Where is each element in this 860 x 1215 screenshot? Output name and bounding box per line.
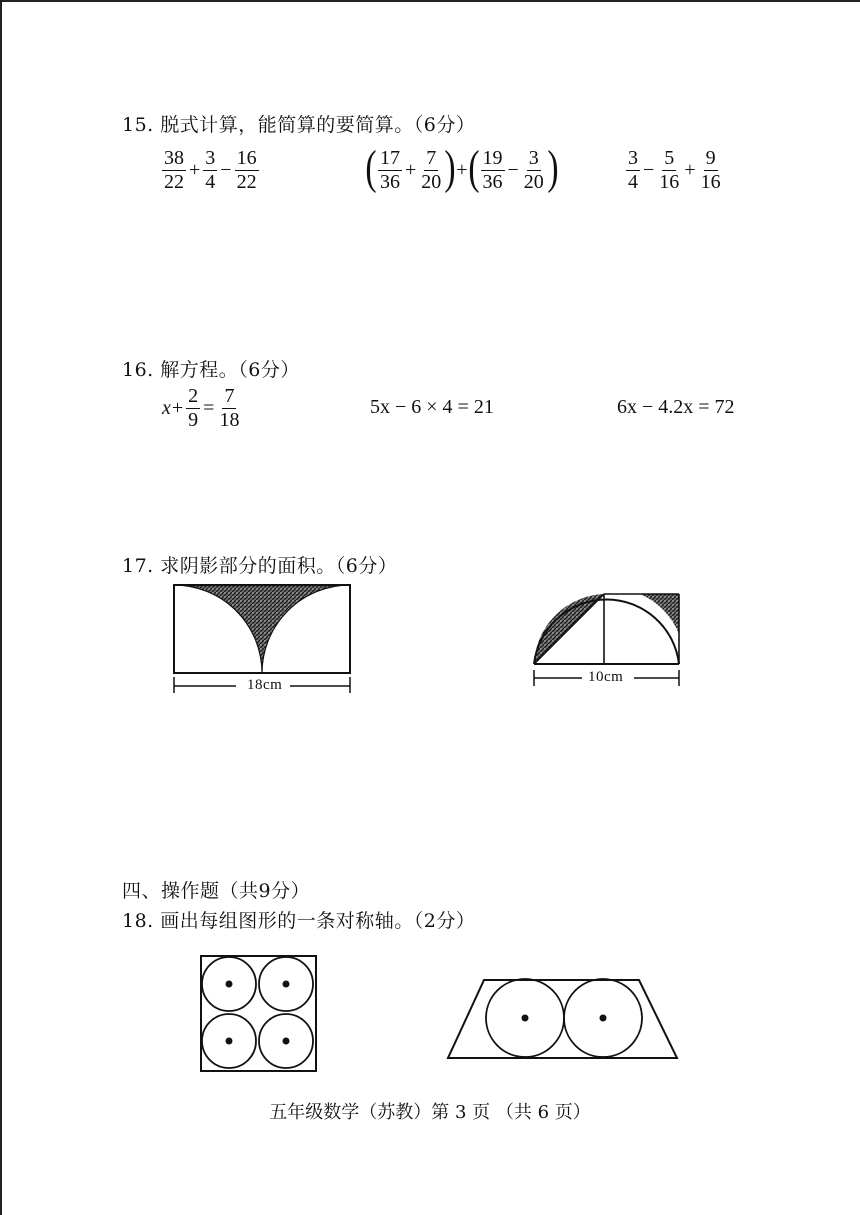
numerator: 2: [188, 385, 199, 407]
dimension-label-18cm: 18cm: [247, 677, 283, 693]
q16-equation-3: 6x − 4.2x = 72: [617, 396, 735, 418]
numerator: 7: [224, 385, 235, 407]
numerator: 17: [379, 146, 400, 169]
denominator: 22: [164, 171, 184, 193]
left-paren: (: [365, 141, 377, 194]
page-footer: 五年级数学（苏教）第 3 页 （共 6 页）: [269, 1102, 591, 1123]
denominator: 4: [205, 171, 216, 193]
numerator: 19: [482, 146, 503, 169]
left-paren: (: [467, 141, 480, 194]
equals: =: [203, 397, 215, 419]
denominator: 4: [628, 171, 638, 193]
denominator: 18: [219, 409, 240, 431]
operator: −: [507, 158, 519, 181]
four-circles-square-figure: [201, 956, 316, 1071]
q16-equation-2: 5x − 6 × 4 = 21: [370, 396, 494, 418]
operator: +: [189, 159, 201, 181]
section-4-title: 四、操作题（共9分）: [122, 880, 311, 902]
operator: +: [684, 159, 696, 181]
question-17-title: 17. 求阴影部分的面积。（6分）: [122, 555, 398, 577]
denominator: 9: [188, 409, 199, 431]
question-15-title: 15. 脱式计算，能简算的要简算。（6分）: [122, 114, 476, 136]
denominator: 22: [236, 171, 257, 193]
numerator: 7: [426, 146, 437, 169]
right-paren: ): [444, 141, 456, 194]
dimension-label-10cm: 10cm: [588, 669, 624, 685]
numerator: 3: [628, 147, 638, 169]
question-18-title: 18. 画出每组图形的一条对称轴。（2分）: [122, 910, 476, 932]
numerator: 16: [236, 147, 257, 169]
operator: −: [643, 159, 655, 181]
operator: −: [220, 159, 232, 181]
denominator: 20: [421, 170, 442, 193]
denominator: 16: [659, 171, 680, 193]
right-paren: ): [547, 141, 559, 194]
denominator: 36: [482, 170, 503, 193]
numerator: 3: [205, 147, 216, 169]
question-16-title: 16. 解方程。（6分）: [122, 359, 300, 381]
trapezoid-two-circles-figure: [448, 979, 677, 1058]
numerator: 38: [164, 147, 184, 169]
numerator: 5: [664, 147, 675, 169]
numerator: 9: [705, 147, 716, 169]
operator: +: [456, 158, 468, 181]
numerator: 3: [528, 146, 539, 169]
operator: +: [171, 397, 184, 419]
variable: x: [162, 397, 171, 419]
denominator: 36: [379, 170, 400, 193]
denominator: 20: [523, 170, 544, 193]
denominator: 16: [700, 171, 721, 193]
operator: +: [404, 158, 417, 181]
